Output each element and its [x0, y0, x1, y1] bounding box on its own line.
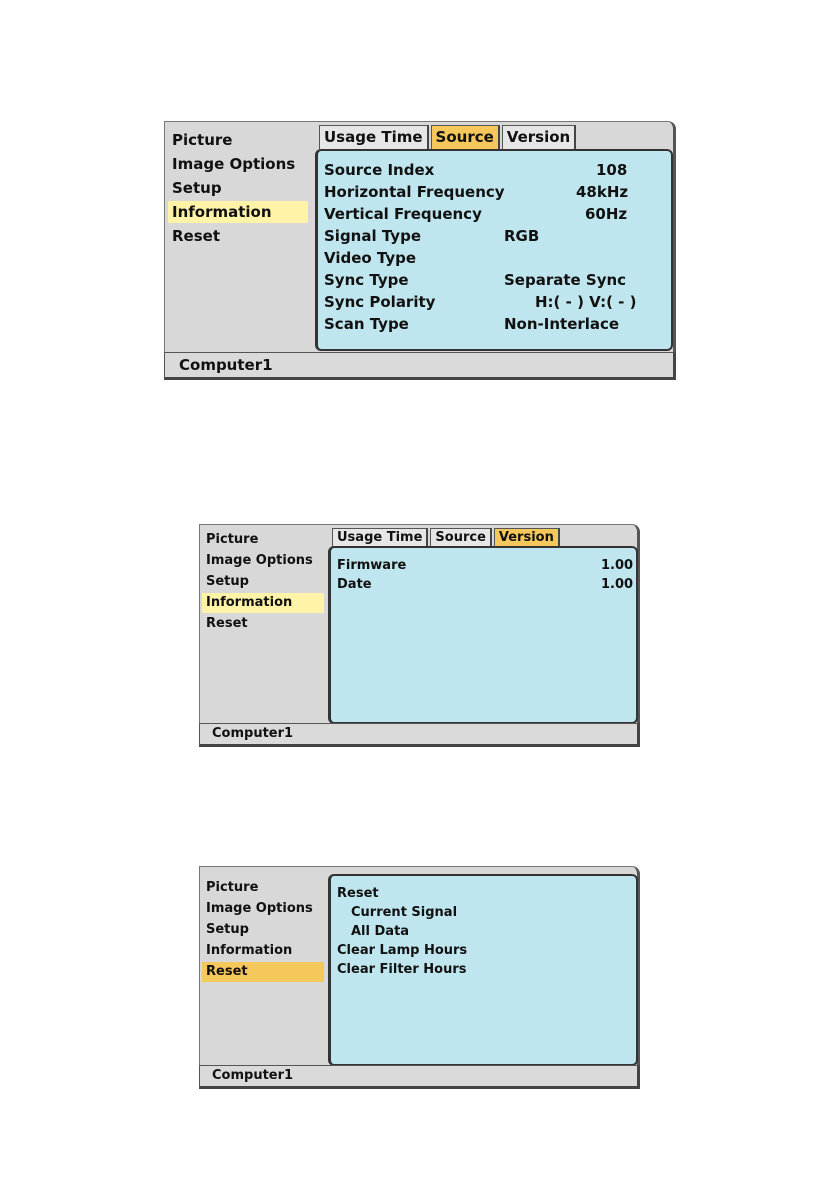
info-row	[318, 247, 671, 269]
reset-panel	[328, 874, 638, 1066]
info-row	[331, 556, 636, 575]
info-label: Horizontal Frequency	[324, 183, 505, 201]
info-value: 60Hz	[585, 205, 628, 223]
info-row	[318, 203, 671, 225]
tab-bar	[332, 528, 562, 548]
reset-all-data[interactable]	[331, 922, 636, 941]
info-value: 48kHz	[576, 183, 629, 201]
sidebar-item-setup[interactable]: Setup	[172, 179, 222, 197]
info-panel	[315, 149, 673, 351]
info-row	[318, 291, 671, 313]
status-source-label: Computer1	[212, 1068, 294, 1083]
info-value: 1.00	[601, 577, 634, 592]
sidebar-item-setup[interactable]: Setup	[206, 922, 249, 937]
reset-label: Reset	[337, 886, 379, 901]
info-value: RGB	[504, 227, 540, 245]
info-row	[318, 159, 671, 181]
sidebar-item-image-options[interactable]: Image Options	[206, 901, 313, 916]
tab-source[interactable]: Source	[431, 125, 500, 149]
info-label: Signal Type	[324, 227, 421, 245]
sidebar-item-reset[interactable]: Reset	[206, 616, 248, 631]
info-value: H:( - ) V:( - )	[535, 293, 637, 311]
status-bar	[199, 723, 640, 747]
sidebar-item-picture[interactable]: Picture	[206, 880, 259, 895]
sidebar-item-reset[interactable]: Reset	[172, 227, 220, 245]
info-value: 1.00	[601, 558, 634, 573]
osd-information-source	[164, 121, 676, 381]
info-label: Sync Type	[324, 271, 409, 289]
info-label: Date	[337, 577, 372, 592]
tab-usage-time[interactable]: Usage Time	[332, 528, 428, 548]
info-row	[318, 313, 671, 335]
sidebar-item-image-options[interactable]: Image Options	[172, 155, 296, 173]
sidebar-item-image-options[interactable]: Image Options	[206, 553, 313, 568]
reset-current-signal[interactable]	[331, 903, 636, 922]
info-row	[331, 575, 636, 594]
info-row	[318, 181, 671, 203]
info-label: Firmware	[337, 558, 407, 573]
clear-filter-hours[interactable]	[331, 960, 636, 979]
tab-bar	[319, 125, 578, 149]
status-bar	[164, 352, 676, 380]
info-value: Separate Sync	[504, 271, 627, 289]
tab-usage-time[interactable]: Usage Time	[319, 125, 429, 149]
reset-option-label: Clear Lamp Hours	[337, 943, 468, 958]
info-value: 108	[596, 161, 628, 179]
info-label: Scan Type	[324, 315, 409, 333]
tab-version[interactable]: Version	[502, 125, 576, 149]
status-bar	[199, 1065, 640, 1089]
osd-information-version	[199, 524, 640, 750]
sidebar-item-reset[interactable]: Reset	[202, 962, 324, 982]
osd-reset	[199, 866, 640, 1092]
sidebar-item-information[interactable]: Information	[168, 201, 308, 223]
sidebar-item-setup[interactable]: Setup	[206, 574, 249, 589]
info-panel	[328, 546, 638, 724]
sidebar-item-information[interactable]: Information	[206, 943, 293, 958]
sidebar-item-picture[interactable]: Picture	[206, 532, 259, 547]
sidebar-item-picture[interactable]: Picture	[172, 131, 233, 149]
tab-source[interactable]: Source	[430, 528, 491, 548]
status-source-label: Computer1	[212, 726, 294, 741]
info-label: Source Index	[324, 161, 435, 179]
reset-option-label: Current Signal	[351, 905, 458, 920]
info-label: Video Type	[324, 249, 417, 267]
clear-lamp-hours[interactable]	[331, 941, 636, 960]
status-source-label: Computer1	[179, 356, 273, 374]
info-label: Sync Polarity	[324, 293, 436, 311]
info-value: Non-Interlace	[504, 315, 620, 333]
sidebar-item-information[interactable]: Information	[202, 593, 324, 613]
info-label: Vertical Frequency	[324, 205, 482, 223]
reset-option-label: All Data	[351, 924, 410, 939]
info-row	[318, 269, 671, 291]
reset-heading	[331, 884, 636, 903]
tab-version[interactable]: Version	[494, 528, 560, 548]
info-row	[318, 225, 671, 247]
reset-option-label: Clear Filter Hours	[337, 962, 467, 977]
